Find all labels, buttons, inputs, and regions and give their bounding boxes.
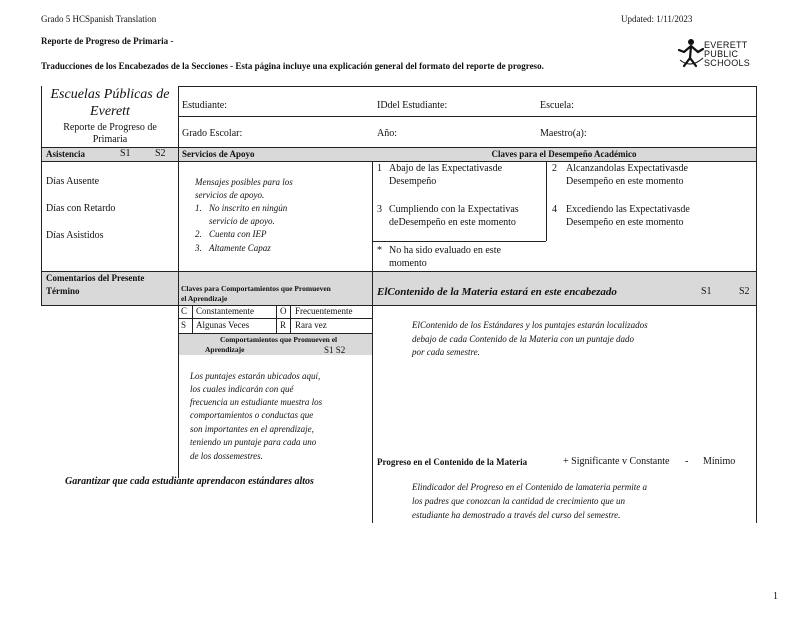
grid-line <box>41 147 757 148</box>
doc-header-left: Grado 5 HCSpanish Translation <box>41 14 157 24</box>
key-4-line2: Desempeño en este momento <box>566 217 684 228</box>
support-item-3-num: 3. <box>195 243 202 253</box>
key-star-line2: momento <box>389 258 427 269</box>
grid-line <box>178 86 179 478</box>
behavior-code-r: R <box>280 320 287 330</box>
logo-text-3: SCHOOLS <box>704 58 751 68</box>
key-star-line1: No ha sido evaluado en este <box>389 245 501 256</box>
behavior-label-s: Algunas Veces <box>196 320 250 330</box>
year-label: Año: <box>377 128 397 139</box>
content-s2: S2 <box>739 286 750 297</box>
logo-text-2: PUBLIC <box>704 49 739 59</box>
grid-line <box>178 333 372 334</box>
comments-heading-1: Comentarios del Presente <box>46 273 145 283</box>
page-subtitle: Traducciones de los Encabezados de la Secciones - Esta página incluye una explicación general del formato del reporte de progreso. <box>41 61 544 71</box>
behavior-body-4: comportamientos o conductas que <box>190 410 314 420</box>
attendance-s1: S1 <box>120 148 131 159</box>
attendance-heading: Asistencia <box>46 149 85 159</box>
grid-line <box>178 116 756 117</box>
behavior-heading-2: el Aprendizaje <box>181 294 228 303</box>
support-item-1-line1: No inscrito en ningún <box>209 203 288 213</box>
motto: Garantizar que cada estudiante aprendacon estándares altos <box>65 476 314 487</box>
school-name-line2: Everett <box>90 104 130 119</box>
support-item-2-line1: Cuenta con IEP <box>209 229 267 239</box>
grid-line <box>276 305 277 333</box>
grid-line <box>372 241 546 242</box>
content-s1: S1 <box>701 286 712 297</box>
student-id-label: IDdel Estudiante: <box>377 100 448 111</box>
support-intro-2: servicios de apoyo. <box>195 190 265 200</box>
key-1-num: 1 <box>377 163 382 174</box>
key-3-line1: Cumpliendo con la Expectativas <box>389 204 519 215</box>
key-3-num: 3 <box>377 204 382 215</box>
grid-line <box>41 271 757 272</box>
content-body-1: ElContenido de los Estándares y los puntajes estarán localizados <box>412 320 648 330</box>
teacher-label: Maestro(a): <box>540 128 587 139</box>
page-title: Reporte de Progreso de Primaria - <box>41 36 174 46</box>
key-2-num: 2 <box>552 163 557 174</box>
attendance-s2: S2 <box>155 148 166 159</box>
grid-line <box>41 305 757 306</box>
behavior-body-7: de los dossemestres. <box>190 451 263 461</box>
support-item-2-num: 2. <box>195 229 202 239</box>
everett-logo <box>676 36 756 72</box>
support-item-1-line2: servicio de apoyo. <box>209 216 275 226</box>
key-star: * <box>377 245 382 256</box>
school-label: Escuela: <box>540 100 574 111</box>
grid-line <box>178 318 372 319</box>
content-body-2: debajo de cada Contenido de la Materia con un puntaje dado <box>412 334 634 344</box>
behavior-body-6: teniendo un puntaje para cada uno <box>190 437 317 447</box>
support-item-3-line1: Altamente Capaz <box>209 243 271 253</box>
logo-figure-icon <box>676 36 706 70</box>
page-number: 1 <box>773 591 778 602</box>
key-3-line2: deDesempeño en este momento <box>389 217 516 228</box>
behavior-sub-s: S1 S2 <box>324 345 346 355</box>
behavior-label-r: Rara vez <box>295 320 327 330</box>
key-4-line1: Excediendo las Expectativasde <box>566 204 690 215</box>
support-intro-1: Mensajes posibles para los <box>195 177 293 187</box>
logo-text-1: EVERETT <box>704 40 748 50</box>
behavior-code-s: S <box>181 320 187 330</box>
school-name-line1: Escuelas Públicas de <box>50 87 170 102</box>
progress-dash: - <box>685 456 689 467</box>
grade-label: Grado Escolar: <box>182 128 243 139</box>
report-name-line2: Primaria <box>92 134 128 145</box>
progress-label: Progreso en el Contenido de la Materia <box>377 457 528 467</box>
student-label: Estudiante: <box>182 100 227 111</box>
behavior-heading-1: Claves para Comportamientos que Promueven <box>181 284 331 293</box>
grid-line <box>192 305 193 333</box>
behavior-body-2: los cuales indicarán con qué <box>190 384 294 394</box>
behavior-code-o: O <box>280 306 287 316</box>
grid-line <box>41 161 757 162</box>
report-name-line1: Reporte de Progreso de <box>63 122 157 133</box>
key-2-line1: Alcanzandolas Expectativasde <box>566 163 688 174</box>
progress-body-3: estudiante ha demostrado a través del curso del semestre. <box>412 510 621 520</box>
behavior-label-c: Constantemente <box>196 306 254 316</box>
grid-line <box>178 86 756 87</box>
days-attended-label: Días Asistidos <box>46 230 104 241</box>
days-tardy-label: Días con Retardo <box>46 203 116 214</box>
progress-body-1: Elindicador del Progreso en el Contenido de lamateria permite a <box>412 482 648 492</box>
content-body-3: por cada semestre. <box>412 347 480 357</box>
key-2-line2: Desempeño en este momento <box>566 176 684 187</box>
key-1-line1: Abajo de las Expectativasde <box>389 163 503 174</box>
behavior-code-c: C <box>181 306 188 316</box>
progress-body-2: los padres que conozcan la cantidad de crecimiento que un <box>412 496 626 506</box>
academic-keys-heading: Claves para el Desempeño Académico <box>491 149 637 159</box>
key-1-line2: Desempeño <box>389 176 437 187</box>
grid-line <box>546 161 547 241</box>
comments-heading-2: Término <box>46 286 80 296</box>
support-item-1-num: 1. <box>195 203 202 213</box>
progress-minimal: Mínimo <box>703 456 736 467</box>
progress-keys: + Significante v Constante <box>563 456 670 467</box>
behavior-body-3: frecuencia un estudiante muestra los <box>190 397 323 407</box>
grid-line <box>372 161 373 523</box>
content-heading: ElContenido de la Materia estará en este encabezado <box>377 286 617 298</box>
key-4-num: 4 <box>552 204 557 215</box>
behavior-sub-2: Aprendizaje <box>205 345 245 354</box>
updated-date: Updated: 1/11/2023 <box>621 14 693 24</box>
behavior-body-5: son importantes en el aprendizaje, <box>190 424 314 434</box>
behavior-body-1: Los puntajes estarán ubicados aquí, <box>190 371 321 381</box>
days-absent-label: Días Ausente <box>46 176 100 187</box>
behavior-sub-1: Comportamientos que Promueven el <box>220 335 338 344</box>
support-heading: Servicios de Apoyo <box>182 149 255 159</box>
grid-line <box>290 305 291 333</box>
behavior-label-o: Frecuentemente <box>295 306 353 316</box>
